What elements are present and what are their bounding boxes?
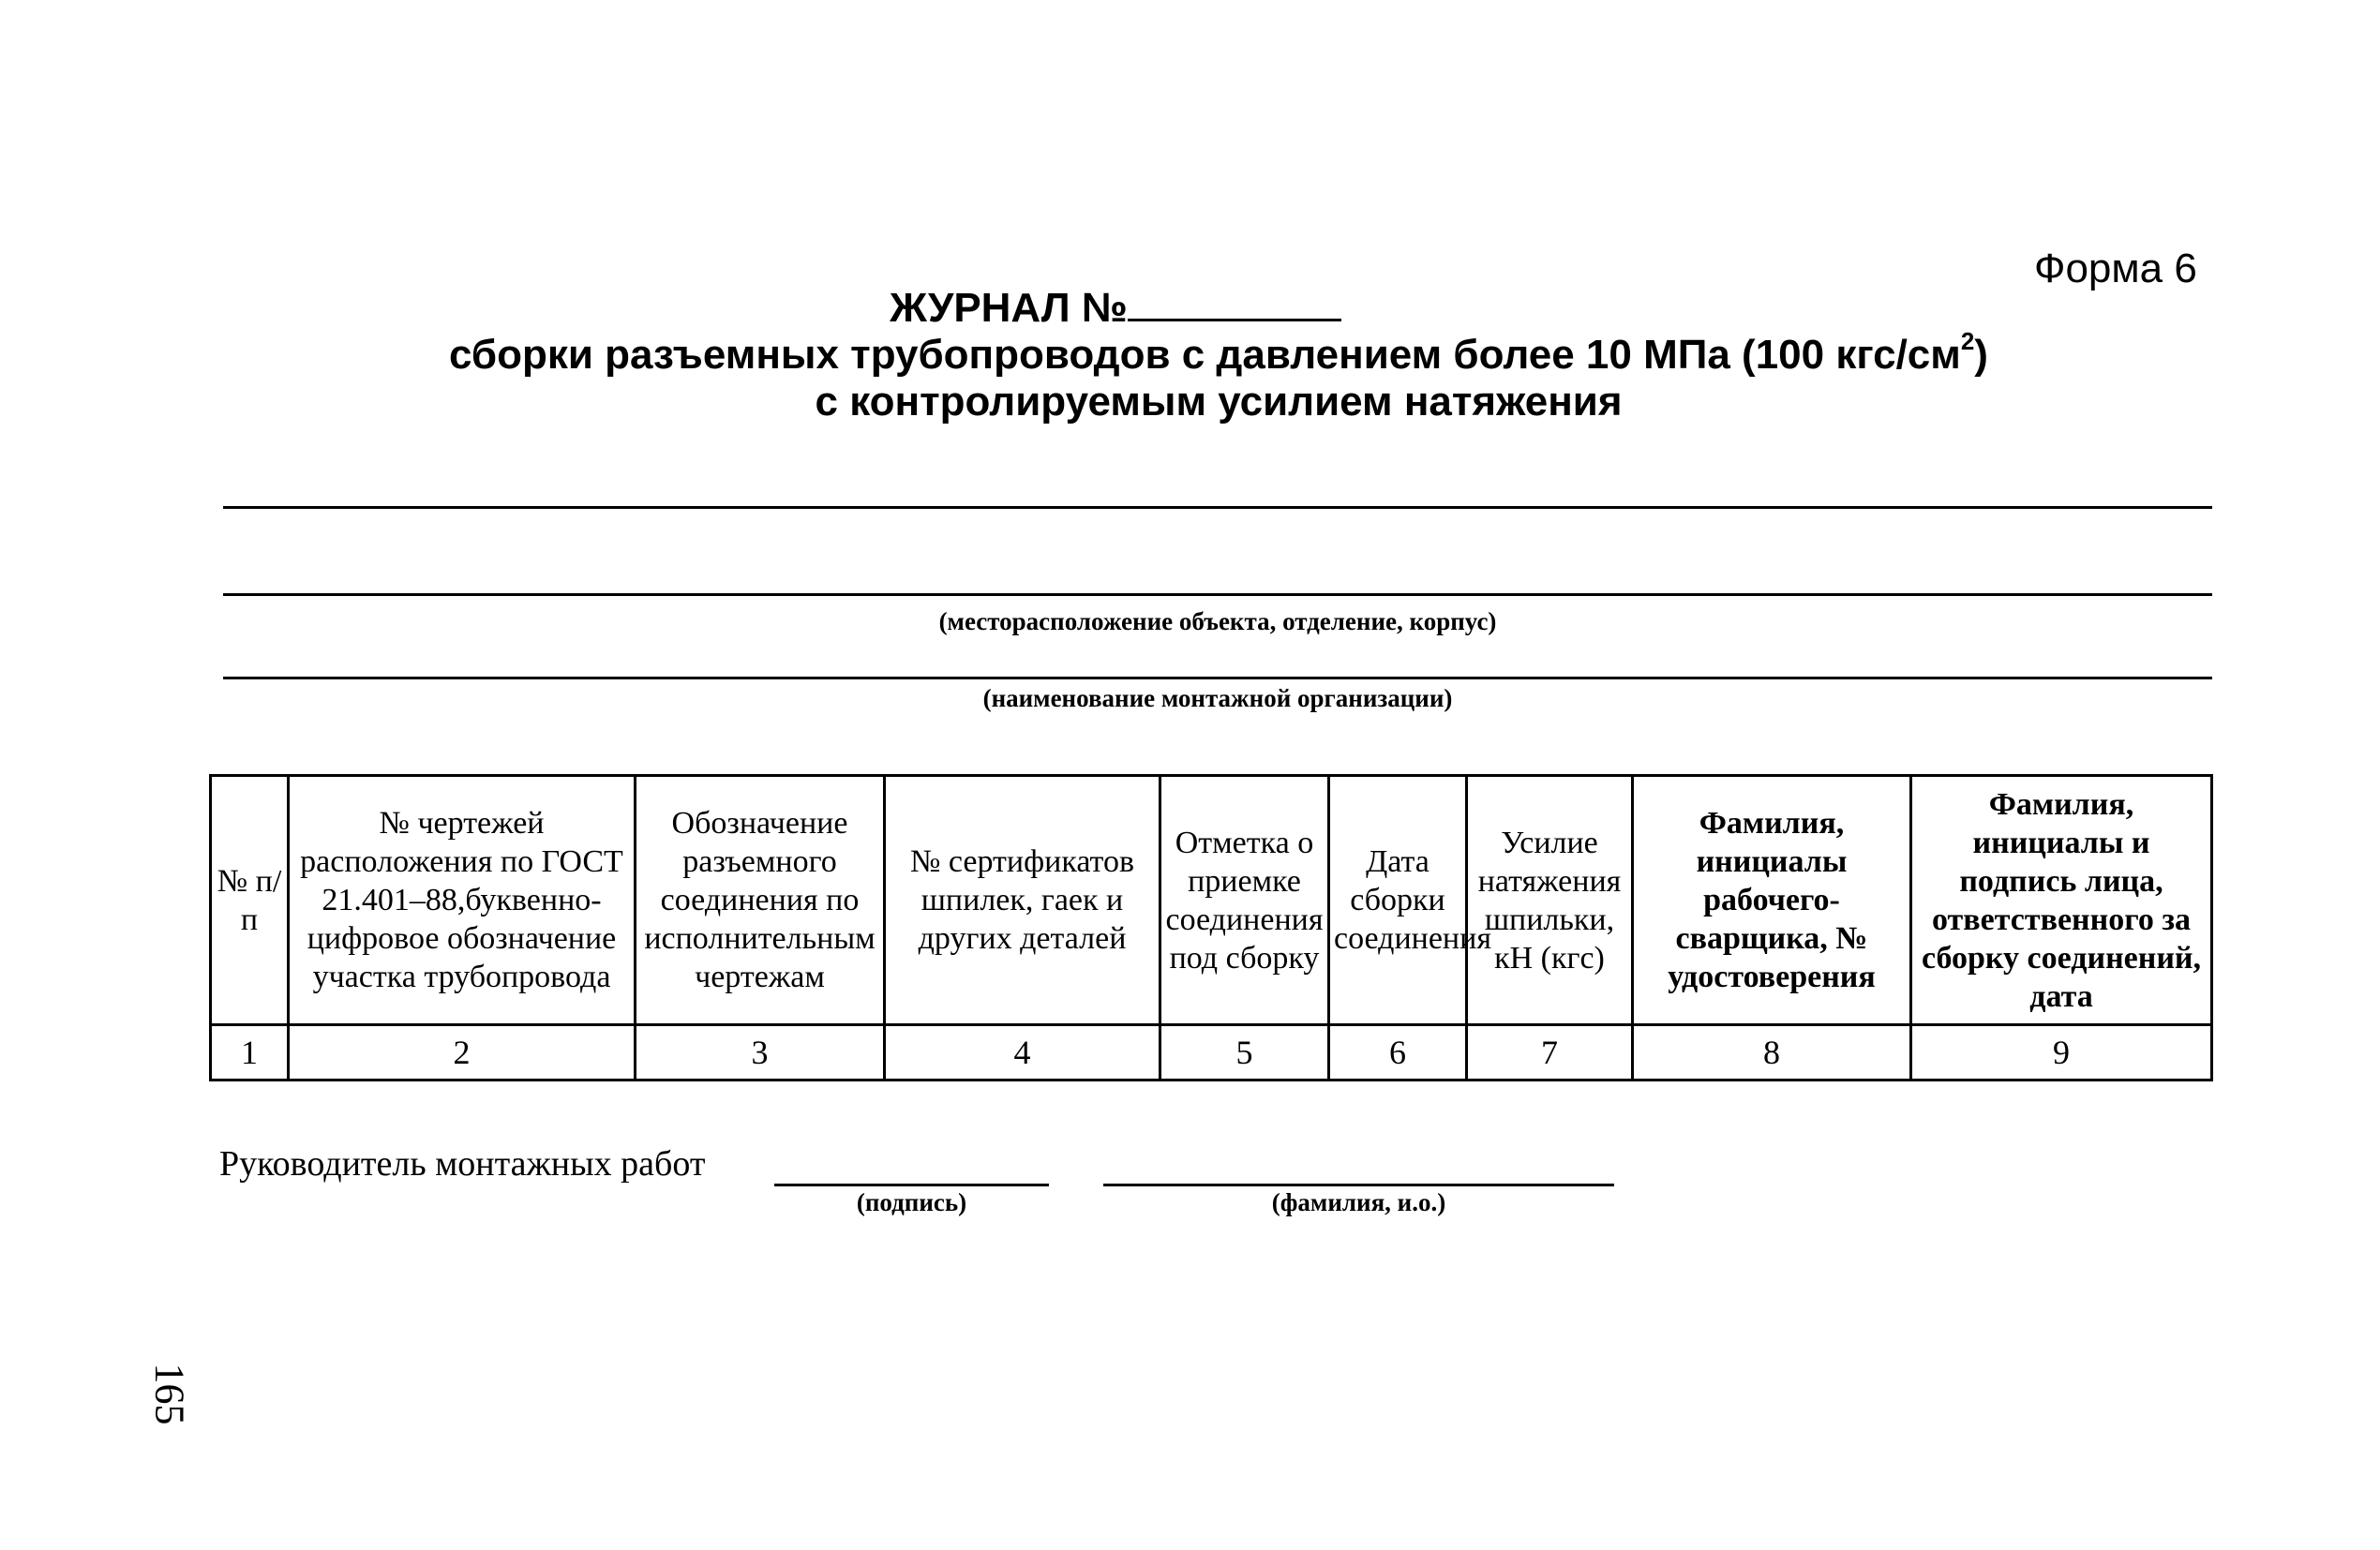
location-blank-line-2[interactable] — [223, 593, 2212, 596]
column-number: 5 — [1160, 1025, 1329, 1081]
organization-caption: (наименование монтажной организации) — [982, 684, 1453, 712]
journal-title-text: ЖУРНАЛ № — [890, 285, 1128, 331]
column-number: 2 — [289, 1025, 636, 1081]
page-number: 165 — [146, 1363, 193, 1425]
organization-blank-line[interactable] — [223, 677, 2212, 679]
document-title — [225, 285, 2212, 425]
location-caption: (месторасположение объекта, отделение, корпус) — [938, 607, 1497, 635]
column-number: 1 — [211, 1025, 289, 1081]
subtitle-end: ) — [1974, 332, 1988, 378]
column-header: Обозначение разъемного соединения по исполнительным чертежам — [636, 776, 885, 1025]
column-number: 7 — [1467, 1025, 1633, 1081]
signature-blank[interactable] — [774, 1184, 1049, 1186]
table-column-numbers-row — [211, 1025, 2212, 1081]
signature-caption: (подпись) — [856, 1188, 967, 1216]
table-header-row — [211, 776, 2212, 1025]
column-number: 4 — [885, 1025, 1160, 1081]
column-header: № чертежей расположения по ГОСТ 21.401–88,буквенно-цифровое обозначение участка трубопровода — [289, 776, 636, 1025]
column-header: № сертификатов шпилек, гаек и других деталей — [885, 776, 1160, 1025]
column-header: Фамилия, инициалы рабочего-сварщика, № удостоверения — [1633, 776, 1911, 1025]
subtitle-text: сборки разъемных трубопроводов с давлением более 10 МПа (100 кгс/см — [449, 332, 1961, 378]
superscript: 2 — [1960, 327, 1975, 356]
location-blank-line-1[interactable] — [223, 506, 2212, 509]
column-number: 6 — [1329, 1025, 1467, 1081]
name-blank[interactable] — [1103, 1184, 1614, 1186]
journal-subtitle-line-1 — [225, 327, 2212, 379]
column-header: Отметка о приемке соединения под сборку — [1160, 776, 1329, 1025]
column-number: 9 — [1911, 1025, 2212, 1081]
column-number: 8 — [1633, 1025, 1911, 1081]
column-header: Дата сборки соединения — [1329, 776, 1467, 1025]
form-label: Форма 6 — [2034, 246, 2197, 291]
column-header: № п/п — [211, 776, 289, 1025]
journal-table — [209, 774, 2213, 1081]
column-header: Фамилия, инициалы и подпись лица, ответственного за сборку соединений, дата — [1911, 776, 2212, 1025]
name-caption: (фамилия, и.о.) — [1271, 1188, 1446, 1216]
column-number: 3 — [636, 1025, 885, 1081]
journal-title — [122, 285, 2109, 332]
manager-label: Руководитель монтажных работ — [219, 1144, 706, 1184]
journal-number-blank[interactable] — [1128, 285, 1341, 321]
column-header: Усилие натяжения шпильки, кН (кгс) — [1467, 776, 1633, 1025]
journal-subtitle-line-2: с контролируемым усилием натяжения — [815, 379, 1623, 425]
